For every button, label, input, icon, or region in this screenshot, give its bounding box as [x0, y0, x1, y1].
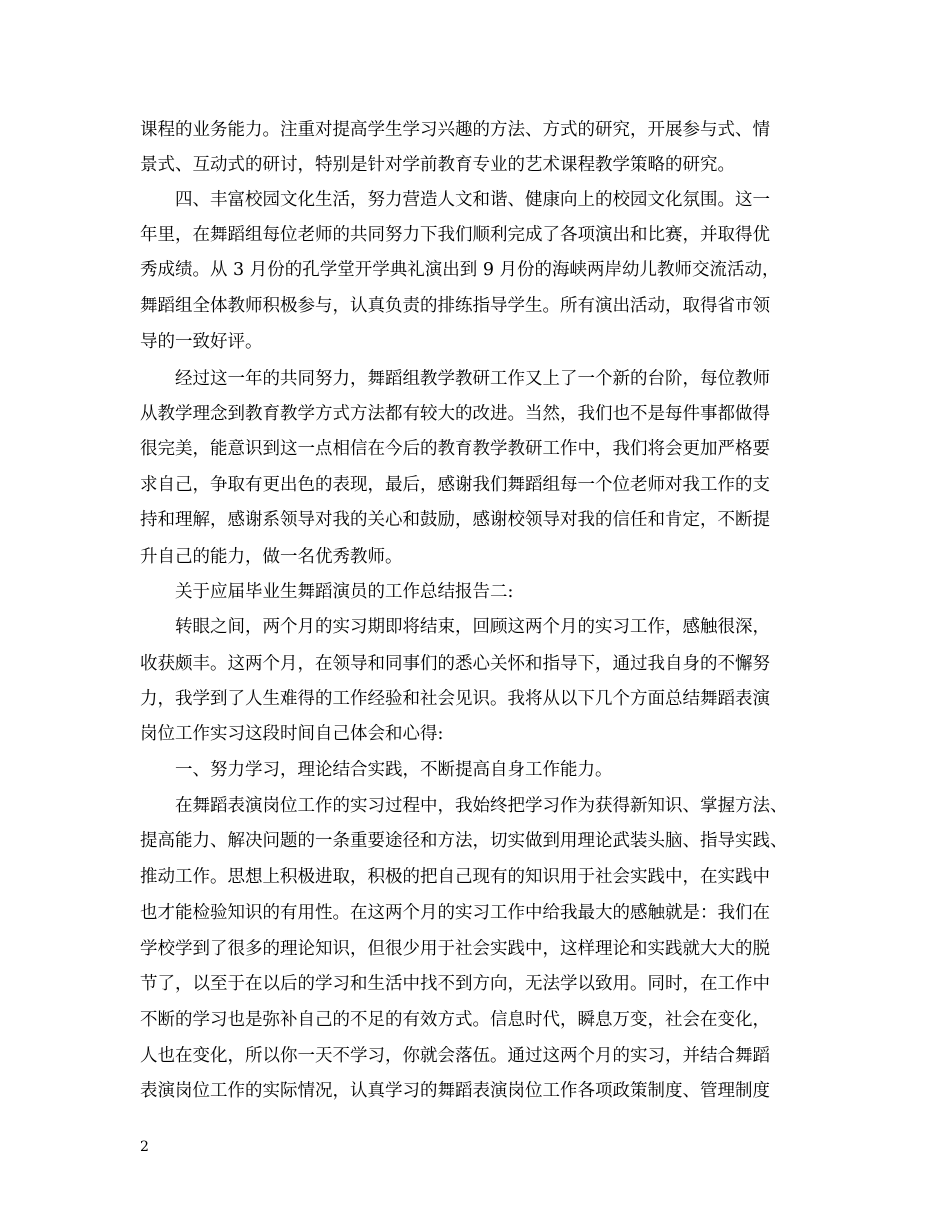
text-line: 学校学到了很多的理论知识，但很少用于社会实践中，这样理论和实践就大大的脱	[140, 939, 770, 959]
text-line: 四、丰富校园文化生活，努力营造人文和谐、健康向上的校园文化氛围。这一	[175, 190, 770, 210]
text-line: 舞蹈组全体教师积极参与，认真负责的排练指导学生。所有演出活动，取得省市领	[140, 296, 770, 316]
text-line: 求自己，争取有更出色的表现，最后，感谢我们舞蹈组每一个位老师对我工作的支	[140, 475, 770, 495]
text-line: 岗位工作实习这段时间自己体会和心得:	[140, 724, 444, 744]
text-line: 秀成绩。从 3 月份的孔学堂开学典礼演出到 9 月份的海峡两岸幼儿教师交流活动，	[140, 260, 780, 280]
text-line: 力，我学到了人生难得的工作经验和社会见识。我将从以下几个方面总结舞蹈表演	[140, 689, 770, 709]
section-heading: 关于应届毕业生舞蹈演员的工作总结报告二:	[175, 582, 514, 602]
text-line: 也才能检验知识的有用性。在这两个月的实习工作中给我最大的感触就是：我们在	[140, 903, 770, 923]
text-line: 导的一致好评。	[140, 332, 263, 352]
text-line: 很完美，能意识到这一点相信在今后的教育教学教研工作中，我们将会更加严格要	[140, 439, 770, 459]
text-line: 收获颇丰。这两个月，在领导和同事们的悉心关怀和指导下，通过我自身的不懈努	[140, 654, 770, 674]
text-line: 一、努力学习，理论结合实践，不断提高自身工作能力。	[175, 760, 613, 780]
text-line: 在舞蹈表演岗位工作的实习过程中，我始终把学习作为获得新知识、掌握方法、	[175, 796, 788, 816]
text-line: 表演岗位工作的实际情况，认真学习的舞蹈表演岗位工作各项政策制度、管理制度	[140, 1081, 770, 1101]
page-number: 2	[140, 1139, 149, 1155]
text-line: 升自己的能力，做一名优秀教师。	[140, 547, 403, 567]
text-line: 经过这一年的共同努力，舞蹈组教学教研工作又上了一个新的台阶，每位教师	[175, 369, 770, 389]
text-line: 持和理解，感谢系领导对我的关心和鼓励，感谢校领导对我的信任和肯定，不断提	[140, 510, 770, 530]
text-line: 人也在变化，所以你一天不学习，你就会落伍。通过这两个月的实习，并结合舞蹈	[140, 1046, 770, 1066]
text-line: 推动工作。思想上积极进取，积极的把自己现有的知识用于社会实践中，在实践中	[140, 867, 770, 887]
text-line: 不断的学习也是弥补自己的不足的有效方式。信息时代，瞬息万变，社会在变化，	[140, 1010, 770, 1030]
text-line: 节了，以至于在以后的学习和生活中找不到方向，无法学以致用。同时，在工作中	[140, 974, 770, 994]
text-line: 年里，在舞蹈组每位老师的共同努力下我们顺利完成了各项演出和比赛，并取得优	[140, 225, 770, 245]
text-line: 景式、互动式的研讨，特别是针对学前教育专业的艺术课程教学策略的研究。	[140, 155, 735, 175]
text-line: 转眼之间，两个月的实习期即将结束，回顾这两个月的实习工作，感触很深，	[175, 617, 770, 637]
text-line: 课程的业务能力。注重对提高学生学习兴趣的方法、方式的研究，开展参与式、情	[140, 120, 770, 140]
text-line: 从教学理念到教育教学方式方法都有较大的改进。当然，我们也不是每件事都做得	[140, 404, 770, 424]
text-line: 提高能力、解决问题的一条重要途径和方法，切实做到用理论武装头脑、指导实践、	[140, 831, 788, 851]
